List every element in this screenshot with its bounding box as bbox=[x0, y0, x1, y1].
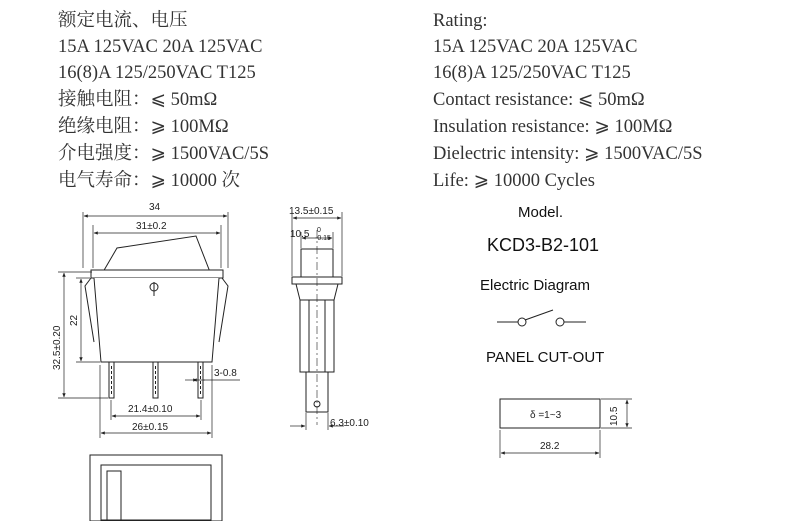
electric-diagram-label: Electric Diagram bbox=[480, 277, 591, 294]
panel-cutout-label: PANEL CUT-OUT bbox=[486, 349, 605, 366]
spec-cn-contact-resistance: 接触电阻：⩽ 50mΩ bbox=[58, 90, 218, 110]
front-view bbox=[85, 236, 228, 398]
rocker-actuator bbox=[103, 236, 210, 272]
dim-rocker-width: 31±0.2 bbox=[136, 221, 167, 232]
dim-side-terminal-width: 6.3±0.10 bbox=[330, 418, 369, 429]
switch-symbol bbox=[497, 310, 586, 326]
spec-cn-life: 电气寿命：⩾ 10000 次 bbox=[58, 171, 241, 191]
spec-cn-rating-2: 16(8)A 125/250VAC T125 bbox=[58, 63, 256, 83]
top-view bbox=[90, 455, 222, 521]
front-flange bbox=[91, 270, 223, 278]
side-view bbox=[292, 230, 342, 425]
spec-en-rating-1: 15A 125VAC 20A 125VAC bbox=[433, 37, 638, 57]
dim-overall-width: 34 bbox=[149, 202, 161, 213]
spec-en-life: Life: ⩾ 10000 Cycles bbox=[433, 171, 595, 191]
spec-en-insulation-resistance: Insulation resistance: ⩾ 100MΩ bbox=[433, 117, 673, 137]
spec-cn-title: 额定电流、电压 bbox=[58, 11, 188, 31]
dim-terminal-gap: 3-0.8 bbox=[214, 368, 237, 379]
dim-side-inner-tol-upper: 0 bbox=[317, 227, 321, 234]
spec-en-contact-resistance: Contact resistance: ⩽ 50mΩ bbox=[433, 90, 645, 110]
dim-body-height: 22 bbox=[69, 314, 80, 326]
cutout-height: 10.5 bbox=[609, 406, 620, 426]
spec-en-rating-2: 16(8)A 125/250VAC T125 bbox=[433, 63, 631, 83]
cutout-thickness-note: δ =1~3 bbox=[530, 410, 562, 421]
model-label: Model. bbox=[518, 204, 564, 221]
cutout-width: 28.2 bbox=[540, 441, 560, 452]
model-number: KCD3-B2-101 bbox=[487, 235, 600, 255]
spec-en-dielectric-intensity: Dielectric intensity: ⩾ 1500VAC/5S bbox=[433, 144, 703, 164]
dim-terminal-pitch: 21.4±0.10 bbox=[128, 404, 173, 415]
spec-cn-dielectric-intensity: 介电强度：⩾ 1500VAC/5S bbox=[58, 144, 269, 164]
dim-side-top-width: 13.5±0.15 bbox=[289, 206, 334, 217]
dim-side-inner-tol-lower: -0.15 bbox=[315, 235, 331, 242]
spec-en-title: Rating: bbox=[433, 11, 488, 31]
dim-side-inner-width: 10.5 bbox=[290, 229, 310, 240]
spec-cn-insulation-resistance: 绝缘电阻：⩾ 100MΩ bbox=[58, 117, 229, 137]
spec-cn-rating-1: 15A 125VAC 20A 125VAC bbox=[58, 37, 263, 57]
dim-body-width: 26±0.15 bbox=[132, 422, 169, 433]
dim-total-height: 32.5±0.20 bbox=[52, 325, 63, 370]
